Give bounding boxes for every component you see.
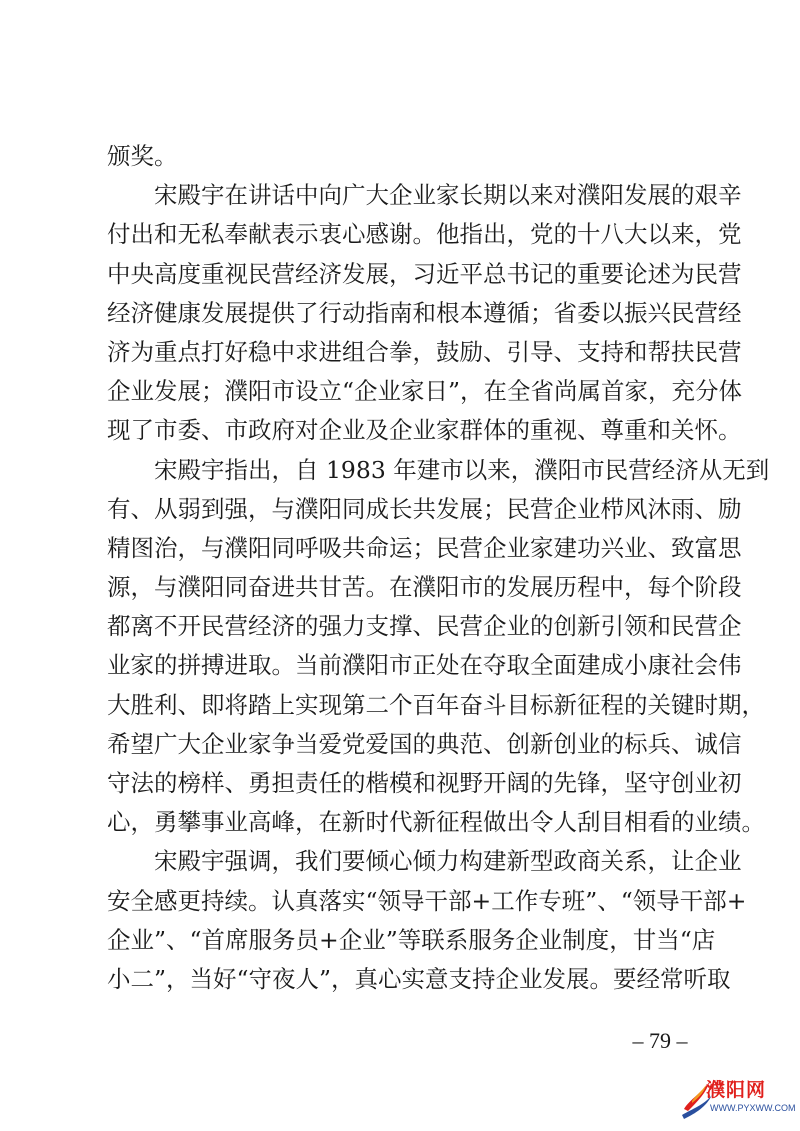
text-line: 济为重点打好稳中求进组合拳，鼓励、引导、支持和帮扶民营 — [107, 337, 742, 366]
text-line: 守法的榜样、勇担责任的楷模和视野开阔的先锋，坚守创业初 — [107, 769, 742, 797]
text-line: 大胜利、即将踏上实现第二个百年奋斗目标新征程的关键时期， — [107, 690, 765, 719]
paragraph-start-line: 宋殿宇强调，我们要倾心倾力构建新型政商关系，让企业 — [154, 847, 742, 876]
text-line: 源，与濮阳同奋进共甘苦。在濮阳市的发展历程中，每个阶段 — [107, 573, 742, 602]
text-line: 经济健康发展提供了行动指南和根本遵循；省委以振兴民营经 — [107, 298, 742, 327]
text-line: 有、从弱到强，与濮阳同成长共发展；民营企业栉风沐雨、励 — [107, 494, 742, 523]
text-line: 企业”、“首席服务员+企业”等联系服务企业制度，甘当“店 — [107, 925, 716, 954]
page-number: – 79 – — [632, 1028, 688, 1053]
site-watermark — [680, 1069, 796, 1125]
text-line: 心，勇攀事业高峰，在新时代新征程做出令人刮目相看的业绩。 — [107, 808, 765, 837]
text-line: 颁奖。 — [107, 142, 178, 170]
paragraph-start-line: 宋殿宇指出，自 1983 年建市以来，濮阳市民营经济从无到 — [154, 455, 770, 484]
text-line: 小二”，当好“守夜人”，真心实意支持企业发展。要经常听取 — [107, 964, 731, 993]
document-body — [107, 137, 770, 999]
text-line: 现了市委、市政府对企业及企业家群体的重视、尊重和关怀。 — [107, 416, 742, 445]
paragraph-start-line: 宋殿宇在讲话中向广大企业家长期以来对濮阳发展的艰辛 — [154, 181, 742, 210]
text-line: 付出和无私奉献表示衷心感谢。他指出，党的十八大以来，党 — [107, 220, 742, 249]
text-line: 精图治，与濮阳同呼吸共命运；民营企业家建功兴业、致富思 — [107, 533, 742, 562]
watermark-title: 濮阳网 — [706, 1079, 767, 1101]
text-line: 安全感更持续。认真落实“领导干部+工作专班”、“领导干部+ — [107, 886, 747, 915]
text-line: 希望广大企业家争当爱党爱国的典范、创新创业的标兵、诚信 — [107, 729, 742, 758]
watermark-url: WWW.PYXWW.COM — [710, 1103, 796, 1113]
text-line: 业家的拼搏进取。当前濮阳市正处在夺取全面建成小康社会伟 — [107, 651, 742, 680]
text-line: 企业发展；濮阳市设立“企业家日”，在全省尚属首家，充分体 — [107, 377, 743, 406]
text-line: 都离不开民营经济的强力支撑、民营企业的创新引领和民营企 — [107, 612, 742, 641]
text-line: 中央高度重视民营经济发展，习近平总书记的重要论述为民营 — [107, 259, 742, 288]
